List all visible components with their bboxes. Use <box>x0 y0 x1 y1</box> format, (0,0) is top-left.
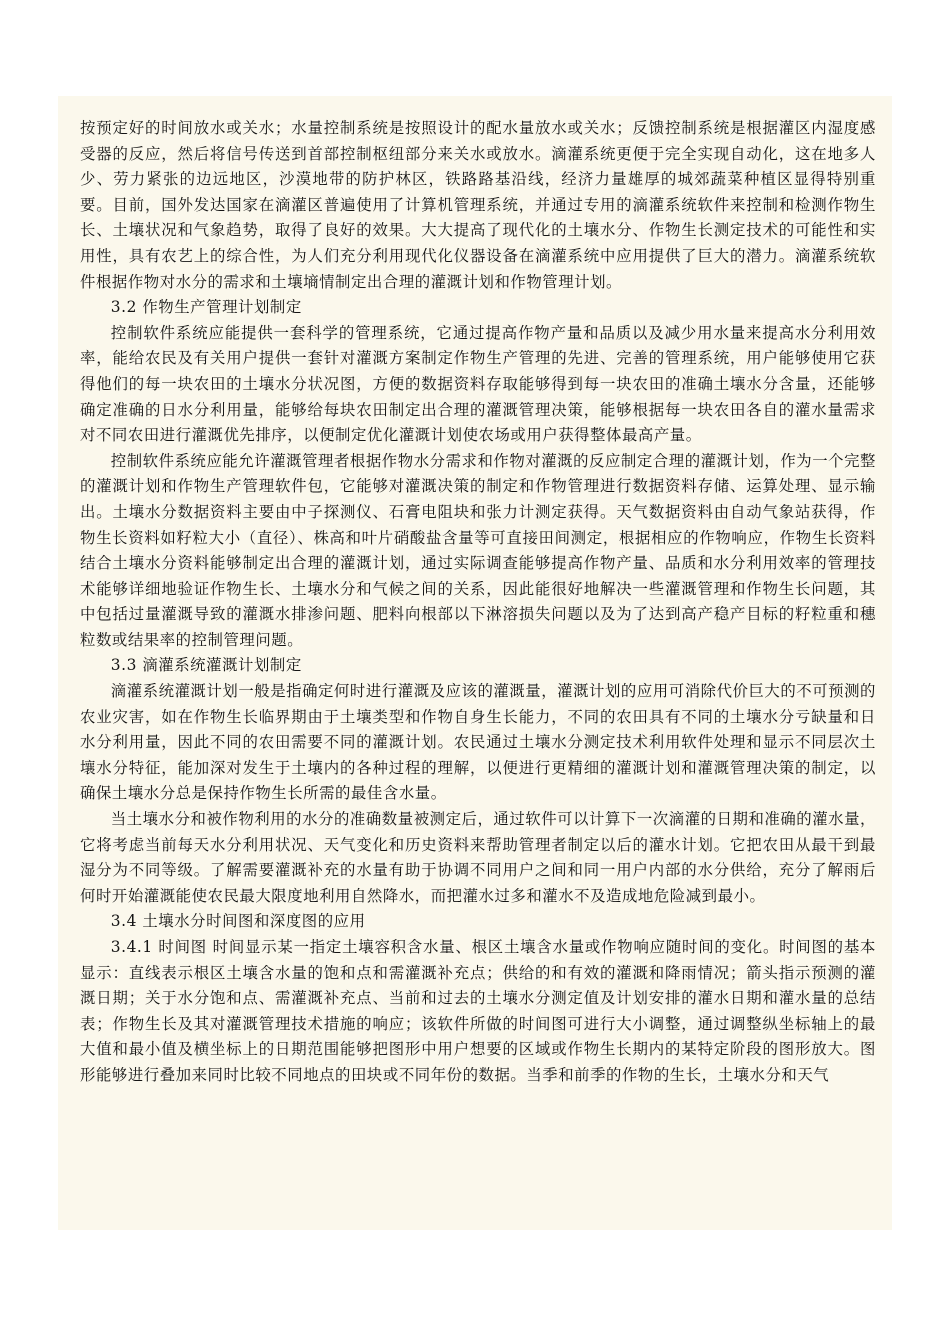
section-heading-3-3: 3.3 滴灌系统灌溉计划制定 <box>110 656 302 675</box>
paragraph: 滴灌系统灌溉计划一般是指确定何时进行灌溉及应该的灌溉量，灌溉计划的应用可消除代价巨大的不可预测的农业灾害，如在作物生长临界期由于土壤类型和作物自身生长能力，不同的农田具有不同的土壤水分亏缺量和日水分利用量，因此不同的农田需要不同的灌溉计划。农民通过土壤水分测定技术利用软件处理和显示不同层次土壤水分特征，能加深对发生于土壤内的各种过程的理解，以便进行更精细的灌溉计划和灌溉管理决策的制定，以确保土壤水分总是保持作物生长所需的最佳含水量。 <box>80 682 876 803</box>
paragraph: 控制软件系统应能提供一套科学的管理系统，它通过提高作物产量和品质以及减少用水量来提高水分利用效率，能给农民及有关用户提供一套针对灌溉方案制定作物生产管理的先进、完善的管理系统，用户能够使用它获得他们的每一块农田的土壤水分状况图，方便的数据资料存取能够得到每一块农田的准确土壤水分含量，还能够确定准确的日水分利用量，能够给每块农田制定出合理的灌溉管理决策，能够根据每一块农田各自的灌水量需求对不同农田进行灌溉优先排序，以便制定优化灌溉计划使农场或用户获得整体最高产量。 <box>80 323 876 445</box>
document-page <box>58 96 892 1230</box>
paragraph: 控制软件系统应能允许灌溉管理者根据作物水分需求和作物对灌溉的反应制定合理的灌溉计划，作为一个完整的灌溉计划和作物生产管理软件包，它能够对灌溉决策的制定和作物管理进行数据资料存储、运算处理、显示输出。土壤水分数据资料主要由中子探测仪、石膏电阻块和张力计测定获得。天气数据资料由自动气象站获得，作物生长资料如籽粒大小（直径）、株高和叶片硝酸盐含量等可直接田间测定，根据相应的作物响应，作物生长资料结合土壤水分资料能够制定出合理的灌溉计划，通过实际调查能够提高作物产量、品质和水分利用效率的管理技术能够详细地验证作物生长、土壤水分和气候之间的关系，因此能很好地解决一些灌溉管理和作物生长问题，其中包括过量灌溉导致的灌溉水排渗问题、肥料向根部以下淋溶损失问题以及为了达到高产稳产目标的籽粒重和穗粒数或结果率的控制管理问题。 <box>80 451 876 649</box>
paragraph-continued: 按预定好的时间放水或关水；水量控制系统是按照设计的配水量放水或关水；反馈控制系统是根据灌区内湿度感受器的反应，然后将信号传送到首部控制枢纽部分来关水或放水。滴灌系统更便于完全实现自动化，这在地多人少、劳力紧张的边远地区，沙漠地带的防护林区，铁路路基沿线，经济力量雄厚的城郊蔬菜种植区显得特别重要。目前，国外发达国家在滴灌区普遍使用了计算机管理系统，并通过专用的滴灌系统软件来控制和检测作物生长、土壤状况和气象趋势，取得了良好的效果。大大提高了现代化的土壤水分、作物生长测定技术的可能性和实用性，具有农艺上的综合性，为人们充分利用现代化仪器设备在滴灌系统中应用提供了巨大的潜力。滴灌系统软件根据作物对水分的需求和土壤墒情制定出合理的灌溉计划和作物管理计划。 <box>80 119 876 291</box>
section-heading-3-2: 3.2 作物生产管理计划制定 <box>110 298 302 317</box>
document-body <box>80 116 876 1089</box>
section-heading-3-4: 3.4 土壤水分时间图和深度图的应用 <box>110 912 366 931</box>
paragraph: 3.4.1 时间图 时间显示某一指定土壤容积含水量、根区土壤含水量或作物响应随时间的变化。时间图的基本显示：直线表示根区土壤含水量的饱和点和需灌溉补充点；供给的和有效的灌溉和降雨情况；箭头指示预测的灌溉日期；关于水分饱和点、需灌溉补充点、当前和过去的土壤水分测定值及计划安排的灌水日期和灌水量的总结表；作物生长及其对灌溉管理技术措施的响应；该软件所做的时间图可进行大小调整，通过调整纵坐标轴上的最大值和最小值及横坐标上的日期范围能够把图形中用户想要的区域或作物生长期内的某特定阶段的图形放大。图形能够进行叠加来同时比较不同地点的田块或不同年份的数据。当季和前季的作物的生长，土壤水分和天气 <box>80 938 876 1084</box>
paragraph: 当土壤水分和被作物利用的水分的准确数量被测定后，通过软件可以计算下一次滴灌的日期和准确的灌水量，它将考虑当前每天水分利用状况、天气变化和历史资料来帮助管理者制定以后的灌水计划。它把农田从最干到最湿分为不同等级。了解需要灌溉补充的水量有助于协调不同用户之间和同一用户内部的水分供给，充分了解雨后何时开始灌溉能使农民最大限度地利用自然降水，而把灌水过多和灌水不及造成地危险减到最小。 <box>80 810 876 905</box>
